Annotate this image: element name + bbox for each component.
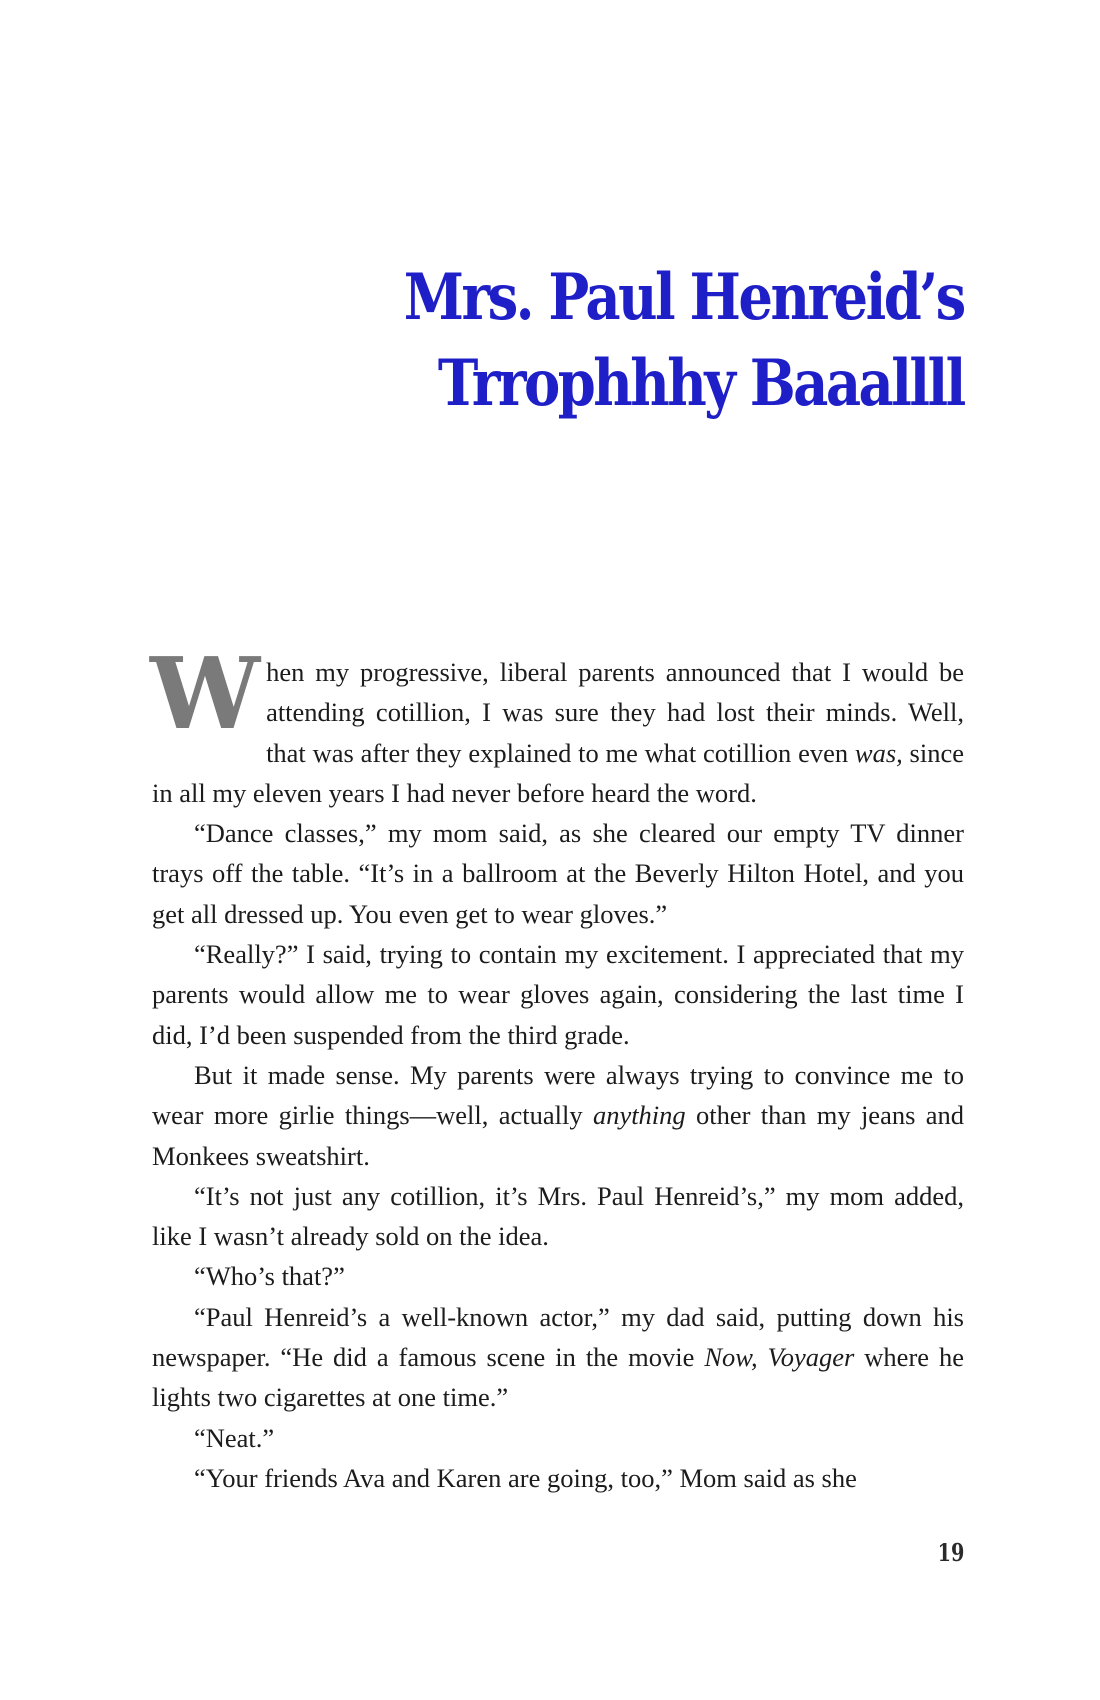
paragraph-9: “Your friends Ava and Karen are going, too,” Mom said as she [194,1462,857,1493]
chapter-body [150,637,965,1498]
paragraph-4: But it made sense. My parents were always trying to convince me to wear more girlie things—well, actually anything other than my jeans and Monkees sweatshirt. [152,1059,964,1171]
paragraph-3: “Really?” I said, trying to contain my excitement. I appreciated that my parents would allow me to wear gloves again, considering the last time I did, I’d been suspended from the third grade. [152,939,964,1050]
paragraph-2: “Dance classes,” my mom said, as she cleared our empty TV dinner trays off the table. “It’s in a ballroom at the Beverly Hilton Hotel, and you get all dressed up. You even get to wear gloves.” [152,818,964,929]
page-number: 19 [937,1538,964,1567]
paragraph-8: “Neat.” [194,1422,275,1453]
emphasis-anything: anything [592,1100,686,1131]
chapter-title-line-1: Mrs. Paul Henreid’s [404,260,964,335]
paragraph-7: “Paul Henreid’s a well-known actor,” my dad said, putting down his newspaper. “He did a famous scene in the movie Now, Voyager where he lights two cigarettes at one time.” [152,1301,964,1413]
paragraph-6: “Who’s that?” [194,1261,345,1292]
chapter-title-line-2: Trrophhhy Baaallll [438,346,964,421]
paragraph-1: When my progressive, liberal parents announced that I would be attending cotillion, I was sure they had lost their minds. Well, that was after they explained to me what cotillion even was, since in all my eleven years I had never before heard the word. [150,637,965,808]
drop-cap: W [150,637,261,752]
chapter-title [404,255,964,427]
paragraph-5: “It’s not just any cotillion, it’s Mrs. Paul Henreid’s,” my mom added, like I wasn’t already sold on the idea. [152,1180,964,1252]
emphasis-movie-title: Now, Voyager [704,1342,855,1373]
emphasis-was: was, [854,737,903,768]
